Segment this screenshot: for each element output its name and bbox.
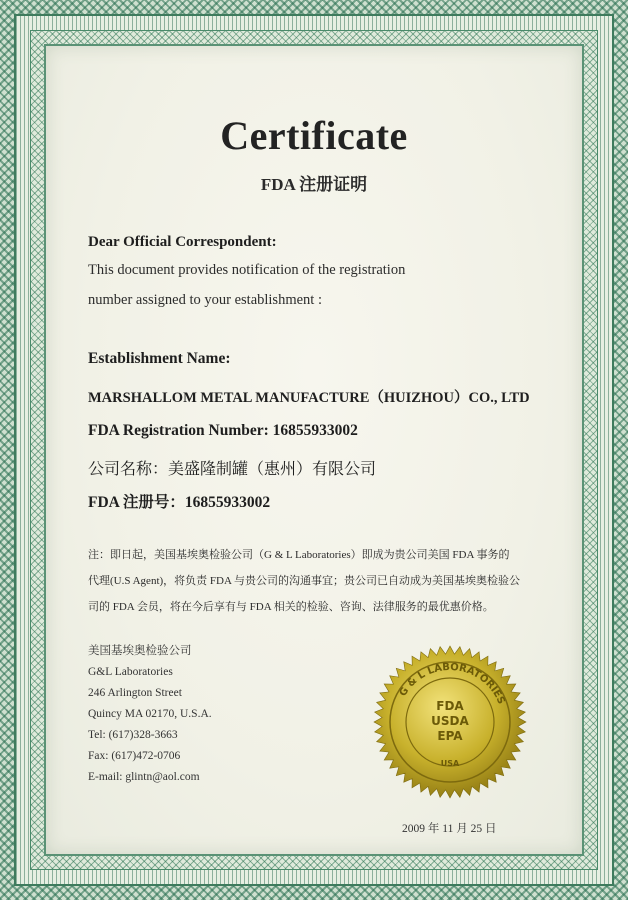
salutation: Dear Official Correspondent: <box>88 234 277 250</box>
establishment-name: MARSHALLOM METAL MANUFACTURE（HUIZHOU）CO., LTD <box>88 390 530 406</box>
issuer-fax: Fax: (617)472-0706 <box>88 750 181 762</box>
note-line-3: 司的 FDA 会员，将在今后享有与 FDA 相关的检验、咨询、法律服务的最优惠价格。 <box>88 601 494 613</box>
issuer-name-cn: 美国基埃奥检验公司 <box>88 645 192 657</box>
issuer-tel: Tel: (617)328-3663 <box>88 729 178 741</box>
certificate-subtitle: FDA 注册证明 <box>260 175 368 194</box>
issuer-name-en: G&L Laboratories <box>88 666 173 678</box>
registration-number: FDA Registration Number: 16855933002 <box>88 422 358 439</box>
seal-center-fda: FDA <box>436 699 464 713</box>
issuer-city: Quincy MA 02170, U.S.A. <box>88 708 212 720</box>
intro-line-2: number assigned to your establishment : <box>88 292 322 308</box>
seal-bottom-text: USA <box>440 759 460 768</box>
company-name-cn: 公司名称：美盛隆制罐（惠州）有限公司 <box>88 461 377 478</box>
agent-note <box>88 542 548 620</box>
issuer-email: E-mail: glintn@aol.com <box>88 771 200 783</box>
note-line-2: 代理(U.S Agent)，将负责 FDA 与贵公司的沟通事宜；贵公司已自动成为美国基埃奥检验公 <box>88 575 521 587</box>
intro-line-1: This document provides notification of the registration <box>88 262 406 278</box>
establishment-label: Establishment Name: <box>88 350 231 367</box>
issuer-address <box>88 641 212 788</box>
note-line-1: 注：即日起，美国基埃奥检验公司（G & L Laboratories）即成为贵公司美国 FDA 事务的 <box>88 549 510 561</box>
seal-ring-text: G & L LABORATORIES <box>397 661 507 706</box>
issue-date: 2009 年 11 月 25 日 <box>402 823 497 835</box>
certificate-title: Certificate <box>220 113 408 158</box>
seal-center-epa: EPA <box>437 729 463 743</box>
seal-center-usda: USDA <box>431 714 469 728</box>
registration-number-cn: FDA 注册号：16855933002 <box>88 494 271 511</box>
issuer-street: 246 Arlington Street <box>88 687 182 699</box>
gold-seal-icon <box>372 644 528 800</box>
